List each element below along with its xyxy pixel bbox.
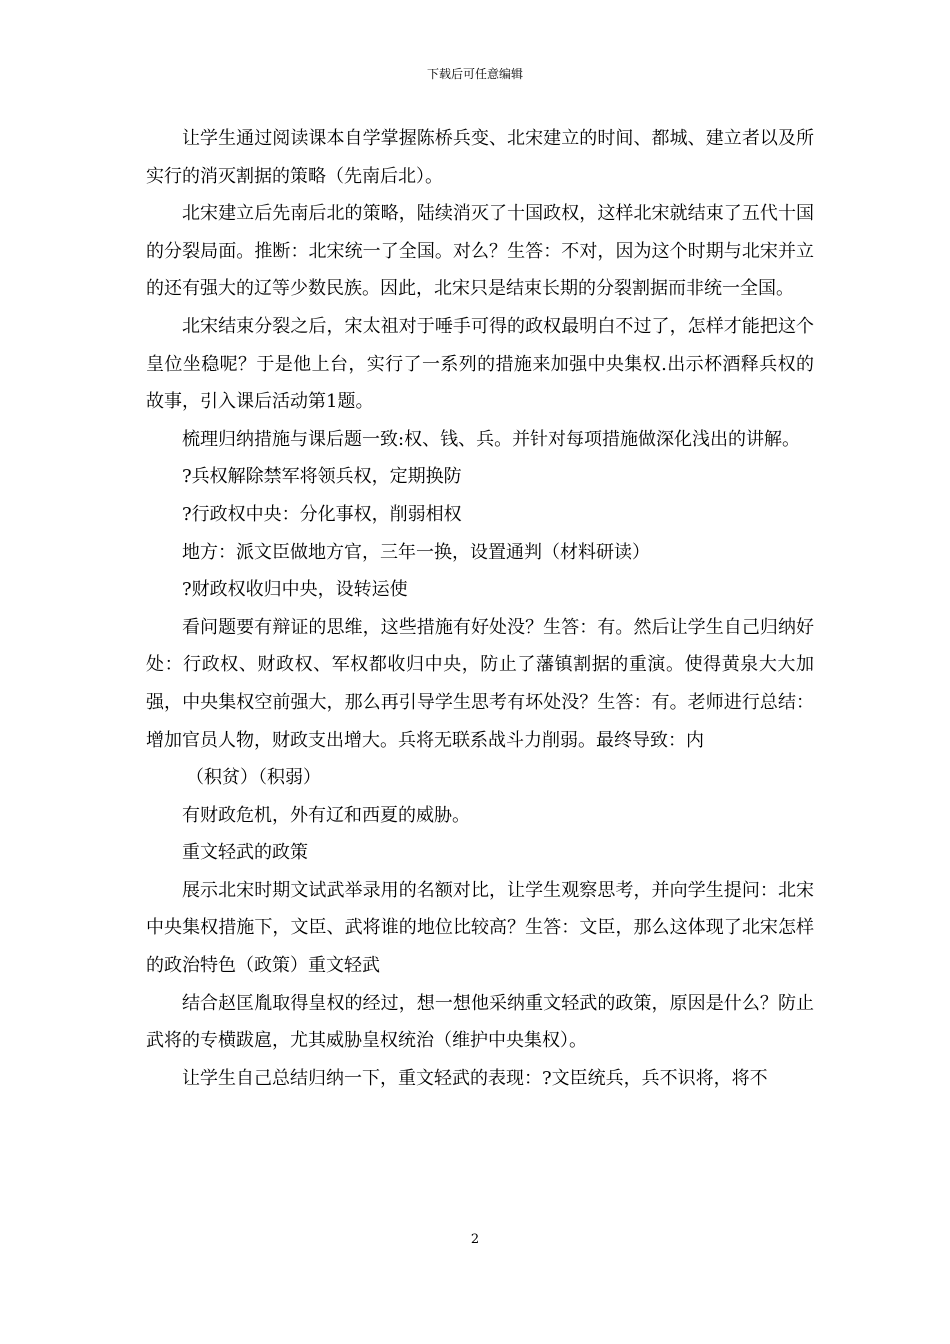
list-item-financial-power: ?财政权收归中央，设转运使 (182, 579, 408, 601)
page-number: 2 (470, 1232, 480, 1247)
paragraph-dialectical-thinking: 看问题要有辩证的思维，这些措施有好处没？生答：有。然后让学生自己归纳好处：行政权、财政权、军权都收归中央，防止了藩镇割据的重演。使得黄泉大大加强，中央集权空前强大，那么再引导学生思考有坏处没？生答：有。老师进行总结：增加官员人物，财政支出增大。兵将无联系战斗力削弱。最终导致：内 (146, 616, 814, 751)
paragraph-reading-task: 让学生通过阅读课本自学掌握陈桥兵变、北宋建立的时间、都城、建立者以及所实行的消灭割据的策略（先南后北）。 (146, 128, 814, 187)
page-header: 下载后可任意编辑 (426, 67, 523, 81)
paragraph-financial-crisis: 有财政危机，外有辽和西夏的威胁。 (182, 804, 470, 826)
paragraph-exam-comparison: 展示北宋时期文试武举录用的名额对比，让学生观察思考，并向学生提问：北宋中央集权措施下，文臣、武将谁的地位比较高？生答：文臣，那么这体现了北宋怎样的政治特色（政策）重文轻武 (146, 879, 814, 977)
list-item-local-government: 地方：派文臣做地方官，三年一换，设置通判（材料研读） (182, 541, 650, 563)
paragraph-poverty-weakness: （积贫）（积弱） (186, 767, 321, 789)
paragraph-centralization-measures: 北宋结束分裂之后，宋太祖对于唾手可得的政权最明白不过了，怎样才能把这个皇位坐稳呢？于是他上台，实行了一系列的措施来加强中央集权.出示杯酒释兵权的故事，引入课后活动第1题。 (146, 315, 814, 413)
paragraph-summary-manifestation: 让学生自己总结归纳一下，重文轻武的表现：?文臣统兵，兵不识将，将不 (182, 1067, 768, 1089)
paragraph-summary-measures: 梳理归纳措施与课后题一致:权、钱、兵。并针对每项措施做深化浅出的讲解。 (182, 428, 801, 450)
paragraph-reason-analysis: 结合赵匡胤取得皇权的经过，想一想他采纳重文轻武的政策，原因是什么？防止武将的专横跋扈，尤其威胁皇权统治（维护中央集权）。 (146, 992, 814, 1052)
document-body (146, 120, 814, 1097)
section-heading-civil-over-military: 重文轻武的政策 (182, 842, 308, 864)
list-item-administrative-power: ?行政权中央：分化事权，削弱相权 (182, 503, 462, 525)
list-item-military-power: ?兵权解除禁军将领兵权，定期换防 (182, 466, 462, 488)
paragraph-north-song-unification: 北宋建立后先南后北的策略，陆续消灭了十国政权，这样北宋就结束了五代十国的分裂局面。推断：北宋统一了全国。对么？生答：不对，因为这个时期与北宋并立的还有强大的辽等少数民族。因此，北宋只是结束长期的分裂割据而非统一全国。 (146, 203, 814, 300)
